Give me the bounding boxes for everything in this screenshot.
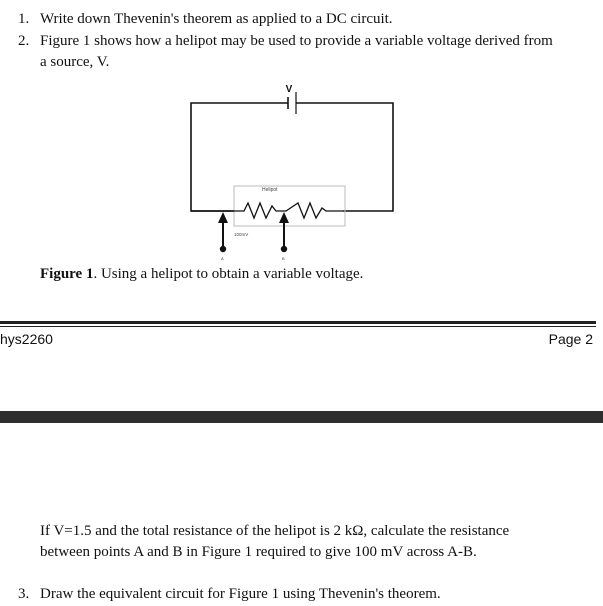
question-2-continued-line-2: between points A and B in Figure 1 required to give 100 mV across A-B. <box>40 544 477 560</box>
footer-page-number: Page 2 <box>548 331 593 347</box>
question-1-number: 1. <box>18 11 30 27</box>
terminal-a-arrow-icon <box>191 211 234 252</box>
question-2-line-2: a source, V. <box>40 54 110 70</box>
question-2-line-1: Figure 1 shows how a helipot may be used to provide a variable voltage derived from <box>40 33 553 49</box>
helipot-label: Helipot <box>262 187 278 193</box>
terminal-b-dot <box>281 246 287 252</box>
terminal-a-label: A <box>221 256 224 261</box>
terminal-a-dot <box>220 246 226 252</box>
page-separator <box>0 411 603 423</box>
helipot-box <box>234 186 345 226</box>
source-label: V <box>285 84 293 95</box>
figure-caption-text: . Using a helipot to obtain a variable voltage. <box>93 266 364 282</box>
figure-caption <box>40 265 363 283</box>
question-1-text: Write down Thevenin's theorem as applied to a DC circuit. <box>40 11 393 27</box>
resistor-zigzag <box>234 203 343 218</box>
footer-course-code: hys2260 <box>0 331 53 347</box>
question-2-continued-line-1: If V=1.5 and the total resistance of the helipot is 2 kΩ, calculate the resistance <box>40 523 510 539</box>
circuit-diagram <box>0 0 603 300</box>
terminal-b-label: B <box>282 256 285 261</box>
footer-rule-thin <box>0 326 596 327</box>
battery-icon <box>288 92 296 114</box>
wiper-label: 100mV <box>234 232 249 237</box>
question-3-text: Draw the equivalent circuit for Figure 1 using Thevenin's theorem. <box>40 586 441 602</box>
question-2-number: 2. <box>18 33 30 49</box>
footer-rule-thick <box>0 321 596 324</box>
wire-left <box>191 103 288 211</box>
figure-caption-bold: Figure 1 <box>40 266 94 282</box>
question-3-number: 3. <box>18 586 30 602</box>
